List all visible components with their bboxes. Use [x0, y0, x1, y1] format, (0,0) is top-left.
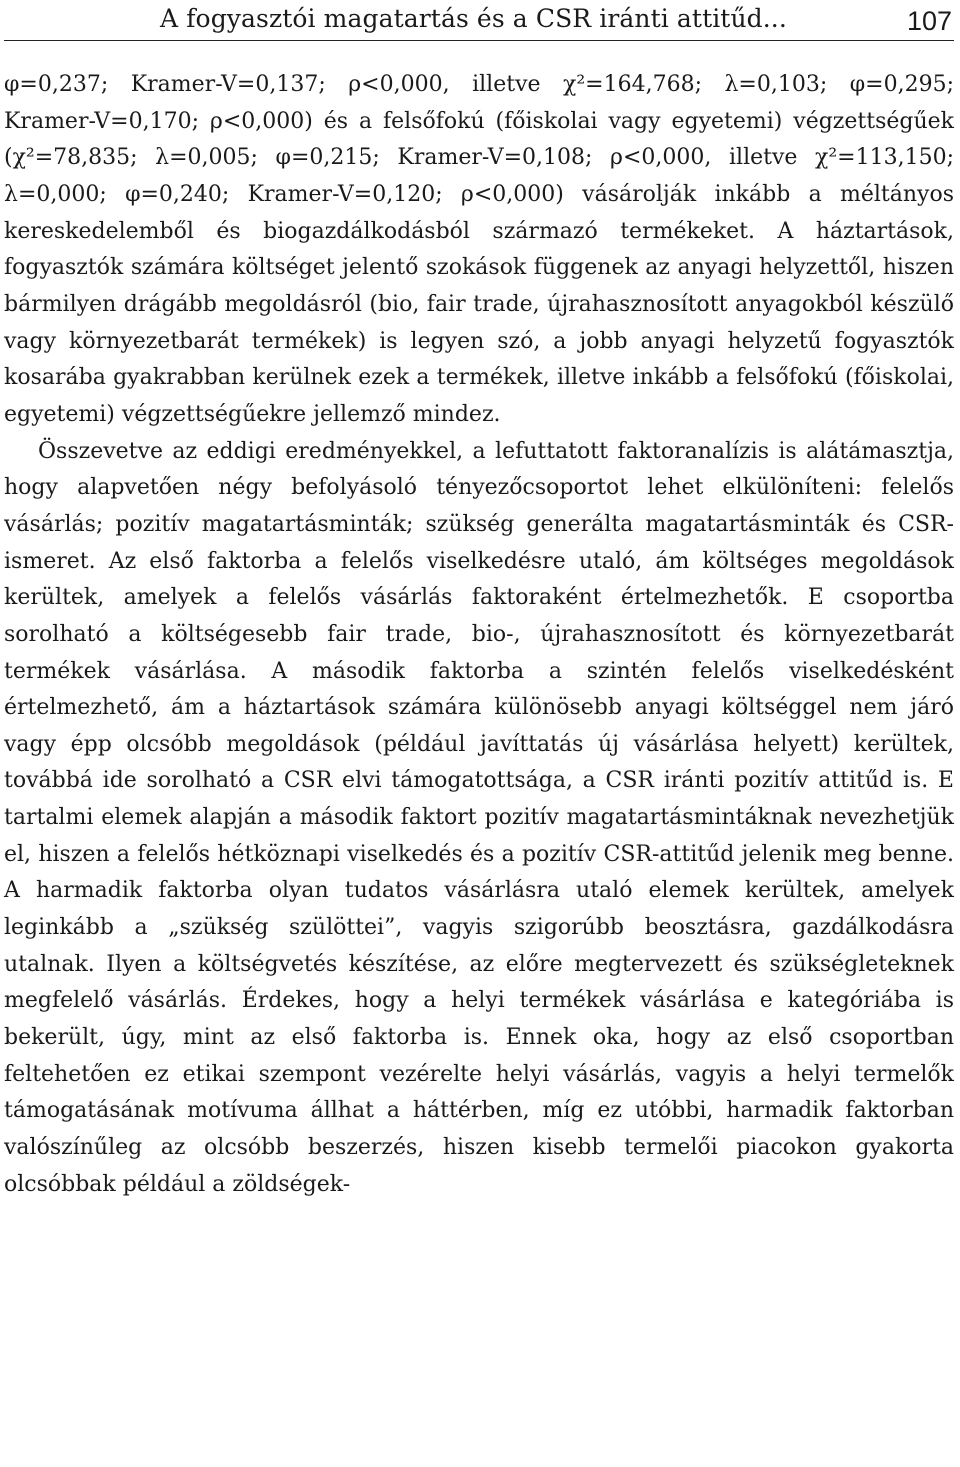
document-page — [4, 0, 954, 1467]
running-title: A fogyasztói magatartás és a CSR iránti attitűd... — [160, 4, 787, 33]
paragraph: Összevetve az eddigi eredményekkel, a lefuttatott faktoranalízis is alátámasztja, hogy alapvetően négy befolyásoló tényezőcsoportot lehet elkülöníteni: felelős vásárlás; pozitív magatartásminták; szükség generálta magatartásminták és CSR-ismeret. Az első faktorba a felelős viselkedésre utaló, ám költséges megoldások kerültek, amelyek a felelős vásárlás faktoraként értelmezhetők. E csoportba sorolható a költségesebb fair trade, bio-, újrahasznosított és környezetbarát termékek vásárlása. A második faktorba a szintén felelős viselkedésként értelmezhető, ám a háztartások számára különösebb anyagi költséggel nem járó vagy épp olcsóbb megoldások (például javíttatás új vásárlása helyett) kerültek, továbbá ide sorolható a CSR elvi támogatottsága, a CSR iránti pozitív attitűd is. E tartalmi elemek alapján a második faktort pozitív magatartásmintáknak nevezhetjük el, hiszen a felelős hétköznapi viselkedés és a pozitív CSR-attitűd jelenik meg benne. A harmadik faktorba olyan tudatos vásárlásra utaló elemek kerültek, amelyek leginkább a „szükség szülöttei”, vagyis szigorúbb beosztásra, gazdálkodásra utalnak. Ilyen a költségvetés készítése, az előre megtervezett és szükségleteknek megfelelő vásárlás. Érdekes, hogy a helyi termékek vásárlása e kategóriába is bekerült, úgy, mint az első faktorba is. Ennek oka, hogy az első csoportban feltehetően ez etikai szempont vezérelte helyi vásárlás, vagyis a helyi termelők támogatásának motívuma állhat a háttérben, míg ez utóbbi, harmadik faktorban valószínűleg az olcsóbb beszerzés, hiszen kisebb termelői piacokon gyakorta olcsóbbak például a zöldségek- — [4, 438, 954, 1197]
body-text — [4, 67, 954, 1203]
page-number: 107 — [906, 6, 952, 36]
paragraph-continued: φ=0,237; Kramer-V=0,137; ρ<0,000, illetve χ²=164,768; λ=0,103; φ=0,295; Kramer-V=0,170; ρ<0,000) és a felsőfokú (főiskolai vagy egyetemi) végzettségűek (χ²=78,835; λ=0,005; φ=0,215; Kramer-V=0,108; ρ<0,000, illetve χ²=113,150; λ=0,000; φ=0,240; Kramer-V=0,120; ρ<0,000) vásárolják inkább a méltányos kereskedelemből és biogazdálkodásból származó termékeket. A háztartások, fogyasztók számára költséget jelentő szokások függenek az anyagi helyzettől, hiszen bármilyen drágább megoldásról (bio, fair trade, újrahasznosított anyagokból készülő vagy környezetbarát termékek) is legyen szó, a jobb anyagi helyzetű fogyasztók kosarába gyakrabban kerülnek ezek a termékek, illetve inkább a felsőfokú (főiskolai, egyetemi) végzettségűekre jellemző mindez. — [4, 72, 954, 427]
running-header — [4, 0, 954, 41]
